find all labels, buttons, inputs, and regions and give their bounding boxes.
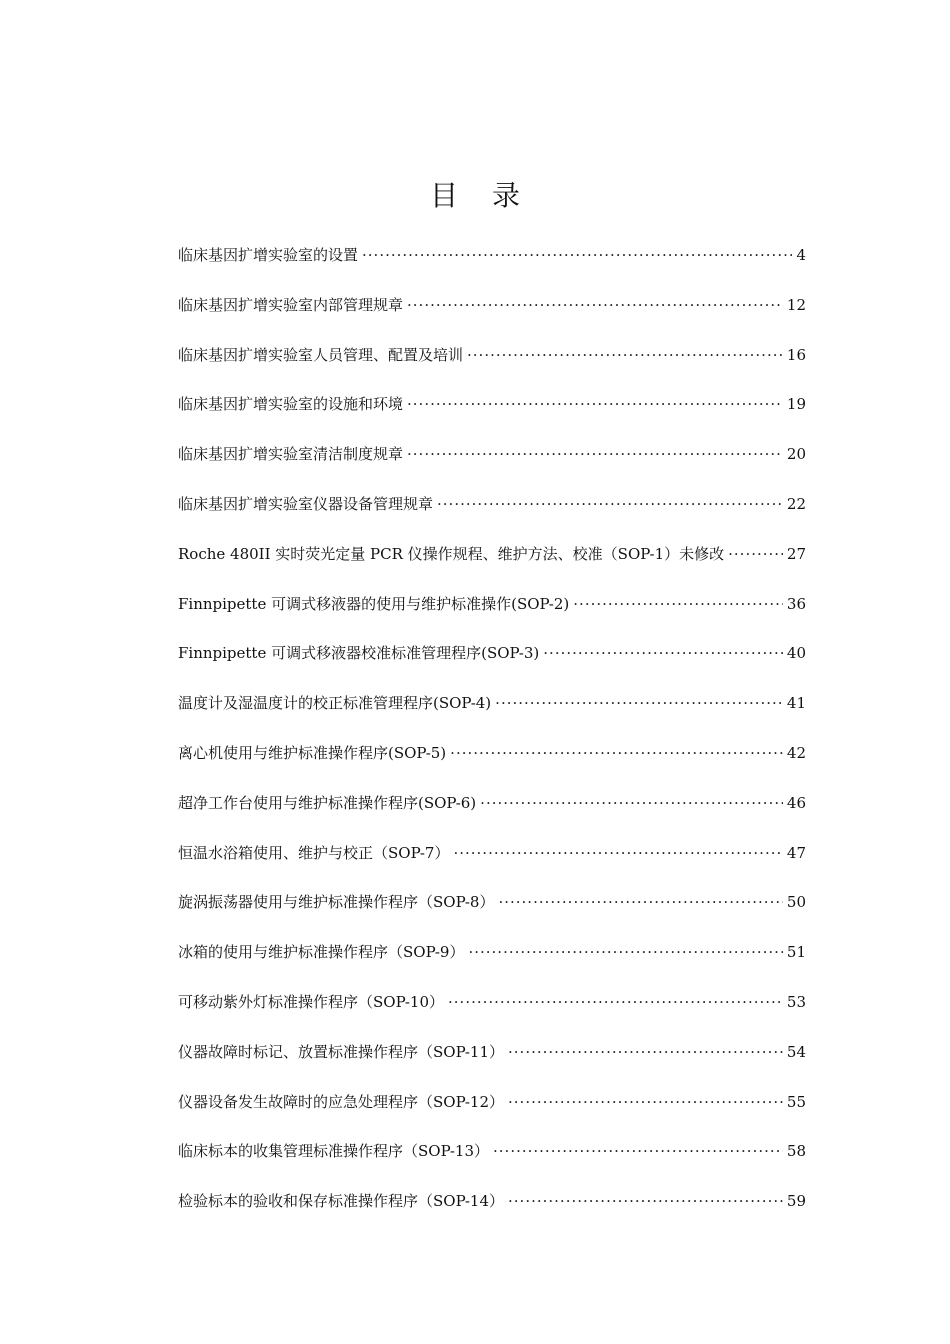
toc-entry[interactable] [178, 1136, 806, 1186]
toc-entry-title: 冰箱的使用与维护标准操作程序（SOP-9） [178, 943, 465, 962]
toc-entry-page-number: 50 [786, 893, 806, 912]
toc-entry-title: 恒温水浴箱使用、维护与校正（SOP-7） [178, 843, 450, 862]
toc-entry-title: 离心机使用与维护标准操作程序(SOP-5) [178, 743, 447, 762]
toc-dot-leader [450, 738, 783, 768]
toc-entry-title: 温度计及湿温度计的校正标准管理程序(SOP-4) [178, 694, 492, 713]
toc-entry-page-number: 19 [786, 395, 806, 414]
toc-entry-title: 仪器设备发生故障时的应急处理程序（SOP-12） [178, 1092, 505, 1111]
toc-entry-title: 临床基因扩增实验室的设置 [178, 246, 359, 264]
toc-dot-leader [498, 887, 782, 917]
toc-entry-page-number: 53 [786, 992, 806, 1011]
toc-entry-page-number: 55 [786, 1092, 806, 1111]
toc-dot-leader [493, 1136, 783, 1166]
toc-dot-leader [728, 539, 783, 569]
toc-entry-title: 临床标本的收集管理标准操作程序（SOP-13） [178, 1142, 490, 1161]
toc-entry[interactable] [178, 1186, 806, 1236]
toc-dot-leader [495, 688, 783, 718]
toc-entry[interactable] [178, 738, 806, 788]
toc-entry[interactable] [178, 539, 806, 589]
toc-entry[interactable] [178, 1037, 806, 1087]
toc-dot-leader [480, 788, 783, 818]
toc-list [178, 240, 806, 1236]
toc-entry-page-number: 22 [786, 494, 806, 513]
toc-entry-title: 临床基因扩增实验室人员管理、配置及培训 [178, 345, 464, 364]
toc-entry-title: Finnpipette 可调式移液器的使用与维护标准操作(SOP-2) [178, 594, 570, 613]
toc-entry-page-number: 54 [786, 1042, 806, 1061]
toc-entry-page-number: 46 [786, 793, 806, 812]
toc-entry[interactable] [178, 937, 806, 987]
toc-entry[interactable] [178, 688, 806, 738]
toc-entry-page-number: 16 [786, 345, 806, 364]
toc-dot-leader [508, 1087, 783, 1117]
toc-dot-leader [453, 838, 782, 868]
toc-entry-title: 临床基因扩增实验室的设施和环境 [178, 395, 404, 414]
toc-entry-page-number: 41 [786, 694, 806, 713]
toc-entry-title: Finnpipette 可调式移液器校准标准管理程序(SOP-3) [178, 644, 540, 663]
toc-entry-page-number: 47 [786, 843, 806, 862]
toc-dot-leader [508, 1186, 783, 1216]
toc-entry-title: 临床基因扩增实验室内部管理规章 [178, 295, 404, 314]
toc-entry-page-number: 40 [786, 644, 806, 663]
toc-entry[interactable] [178, 240, 806, 290]
toc-entry-title: Roche 480II 实时荧光定量 PCR 仪操作规程、维护方法、校准（SOP-1）未修改 [178, 544, 725, 563]
toc-dot-leader [407, 439, 783, 469]
toc-entry[interactable] [178, 340, 806, 390]
toc-entry[interactable] [178, 987, 806, 1037]
toc-dot-leader [448, 987, 783, 1017]
toc-entry-title: 临床基因扩增实验室仪器设备管理规章 [178, 494, 434, 513]
toc-entry-page-number: 58 [786, 1142, 806, 1161]
toc-entry[interactable] [178, 589, 806, 639]
toc-dot-leader [362, 240, 792, 270]
toc-entry-page-number: 59 [786, 1192, 806, 1211]
toc-entry-title: 超净工作台使用与维护标准操作程序(SOP-6) [178, 793, 477, 812]
toc-entry-page-number: 51 [786, 943, 806, 962]
toc-entry[interactable] [178, 489, 806, 539]
toc-dot-leader [467, 340, 783, 370]
toc-entry[interactable] [178, 887, 806, 937]
toc-entry-page-number: 42 [786, 743, 806, 762]
toc-dot-leader [437, 489, 783, 519]
toc-dot-leader [573, 589, 783, 619]
toc-dot-leader [407, 389, 783, 419]
toc-entry[interactable] [178, 788, 806, 838]
toc-dot-leader [543, 638, 783, 668]
toc-title: 目录 [429, 179, 554, 212]
toc-dot-leader [468, 937, 782, 967]
toc-entry-title: 可移动紫外灯标准操作程序（SOP-10） [178, 992, 445, 1011]
toc-entry-page-number: 20 [786, 445, 806, 464]
toc-entry[interactable] [178, 389, 806, 439]
toc-dot-leader [407, 290, 783, 320]
toc-entry-title: 临床基因扩增实验室清洁制度规章 [178, 445, 404, 464]
toc-entry-page-number: 27 [786, 544, 806, 563]
toc-entry-title: 仪器故障时标记、放置标准操作程序（SOP-11） [178, 1042, 505, 1061]
toc-dot-leader [508, 1037, 783, 1067]
toc-entry-page-number: 36 [786, 594, 806, 613]
toc-entry[interactable] [178, 439, 806, 489]
toc-entry-title: 检验标本的验收和保存标准操作程序（SOP-14） [178, 1192, 505, 1211]
toc-entry-page-number: 4 [796, 246, 806, 264]
toc-entry[interactable] [178, 290, 806, 340]
toc-entry[interactable] [178, 638, 806, 688]
toc-entry-page-number: 12 [786, 295, 806, 314]
toc-entry[interactable] [178, 1087, 806, 1137]
toc-entry-title: 旋涡振荡器使用与维护标准操作程序（SOP-8） [178, 893, 495, 912]
toc-entry[interactable] [178, 838, 806, 888]
